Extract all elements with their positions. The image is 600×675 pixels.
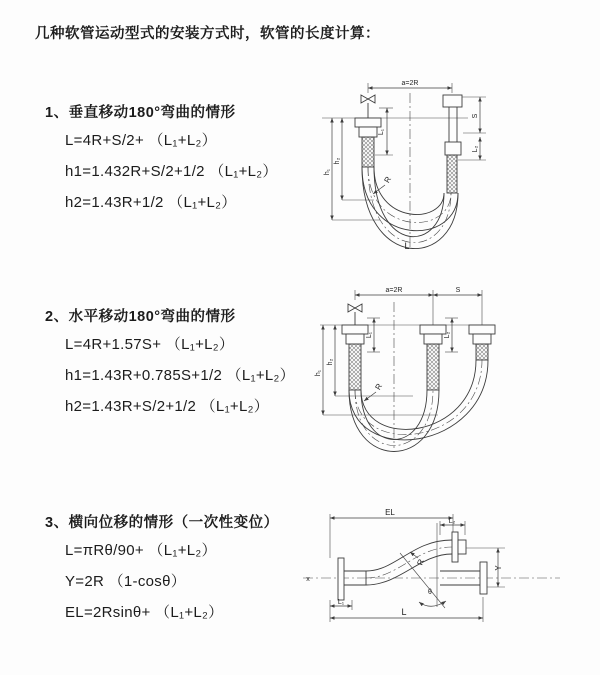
- diagram-horizontal-180-bend: [310, 280, 600, 460]
- dim-label-h2: h₂: [327, 358, 334, 366]
- valve-icon: [348, 304, 362, 325]
- page-title: 几种软管运动型式的安装方式时，软管的长度计算：: [35, 26, 380, 42]
- diagram-vertical-180-bend: [310, 75, 600, 255]
- formula-line: L=4R+1.57S+ （L₁+L₂）: [65, 336, 235, 353]
- angle-label: θ: [428, 589, 432, 596]
- valve-icon: [361, 95, 375, 118]
- section-2: [45, 305, 335, 422]
- axis-mark: x: [306, 576, 310, 583]
- length-label: L: [401, 607, 407, 617]
- dim-label-l1: L₁: [337, 599, 345, 606]
- dim-label-l2: L₂: [472, 145, 479, 153]
- dim-label-s: S: [472, 113, 479, 119]
- flange-fitting: [452, 532, 466, 562]
- radius-label: R: [415, 557, 426, 567]
- formula-line: h1=1.43R+0.785S+1/2 （L₁+L₂）: [65, 367, 295, 384]
- formula-line: L=πRθ/90+ （L₁+L₂）: [65, 542, 217, 559]
- dim-label-l1: L₁: [378, 128, 385, 136]
- hose-fitting: [342, 325, 368, 390]
- radius-label: R: [373, 381, 385, 392]
- section-1-heading: 1、垂直移动180°弯曲的情形: [45, 105, 236, 121]
- section-3: [45, 511, 335, 628]
- hose-fitting: [420, 325, 446, 390]
- section-2-heading: 2、水平移动180°弯曲的情形: [45, 309, 236, 325]
- hose-fitting: [469, 325, 495, 360]
- dim-label-l2: L₂: [448, 518, 456, 525]
- formula-line: h2=1.43R+1/2 （L₁+L₂）: [65, 194, 237, 211]
- formula-line: L=4R+S/2+ （L₁+L₂）: [65, 132, 217, 149]
- dim-label-y: Y: [494, 565, 503, 571]
- dim-label-h1: h₁: [315, 369, 322, 377]
- dim-label-el: EL: [385, 508, 395, 517]
- dim-label-h2: h₂: [334, 157, 341, 165]
- dim-label-a2r: a=2R: [401, 80, 419, 87]
- hose-curves: [349, 360, 488, 452]
- dim-label-l1: L₁: [366, 331, 373, 339]
- dim-label-h1: h₁: [324, 168, 331, 176]
- formula-line: h1=1.432R+S/2+1/2 （L₁+L₂）: [65, 163, 278, 180]
- flange-fitting: [338, 558, 366, 600]
- formula-line: Y=2R （1-cosθ）: [65, 573, 187, 590]
- section-3-heading: 3、横向位移的情形（一次性变位）: [45, 515, 279, 531]
- diagram-lateral-displacement: [300, 505, 600, 645]
- length-label: L: [404, 241, 410, 251]
- section-1: [45, 101, 335, 218]
- hose-fitting: [355, 118, 381, 167]
- dim-label-s: S: [455, 287, 461, 294]
- formula-line: EL=2Rsinθ+ （L₁+L₂）: [65, 604, 224, 621]
- dim-label-l2: L₂: [444, 331, 451, 339]
- dim-label-a2r: a=2R: [385, 287, 403, 294]
- radius-label: R: [382, 174, 394, 185]
- formula-line: h2=1.43R+S/2+1/2 （L₁+L₂）: [65, 398, 270, 415]
- hose-fitting: [443, 95, 462, 193]
